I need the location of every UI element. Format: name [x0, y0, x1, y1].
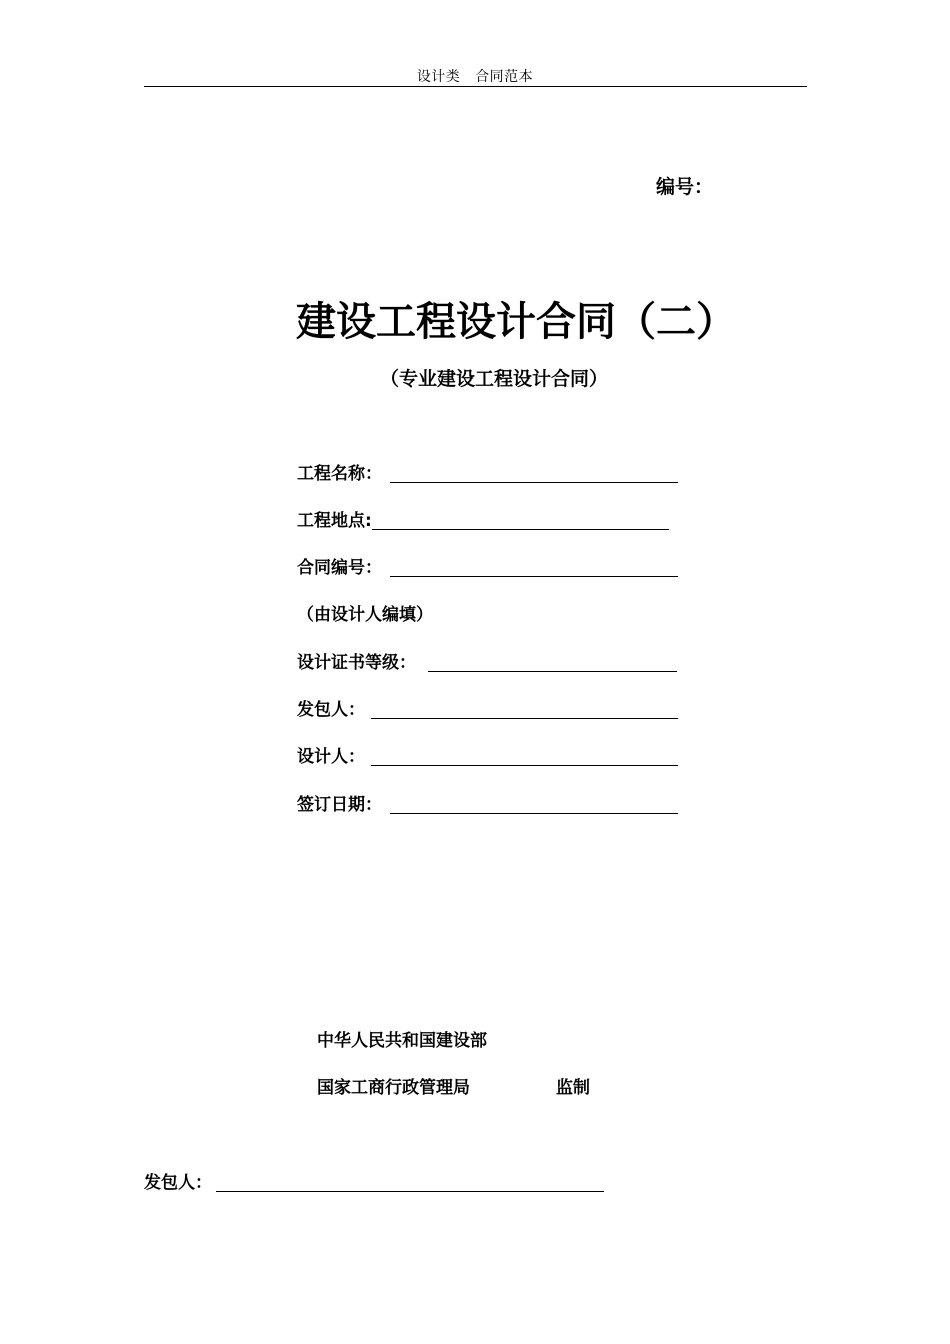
project-location-blank-line[interactable] [372, 529, 669, 530]
designer-blank-line[interactable] [371, 765, 678, 766]
project-name-label: 工程名称： [297, 464, 382, 484]
filled-by-designer-note: （由设计人编填） [297, 605, 433, 625]
certificate-level-field [297, 648, 677, 673]
bottom-client-label: 发包人： [144, 1173, 212, 1193]
designer-label: 设计人： [297, 747, 365, 767]
header-rule [144, 86, 807, 87]
sign-date-label: 签订日期： [297, 795, 382, 815]
certificate-level-label: 设计证书等级： [297, 653, 416, 673]
certificate-level-blank-line[interactable] [428, 671, 677, 672]
project-location-label: 工程地点: [297, 511, 372, 531]
project-location-field [297, 506, 669, 531]
project-name-blank-line[interactable] [390, 482, 678, 483]
client-blank-line[interactable] [371, 718, 678, 719]
document-subtitle: （专业建设工程设计合同） [380, 368, 609, 390]
contract-number-field-label: 合同编号： [297, 558, 382, 578]
page-header-text: 设计类 合同范本 [416, 69, 534, 85]
project-name-field [297, 459, 678, 484]
contract-number-label: 编号： [656, 176, 714, 198]
supervise-label: 监制 [556, 1078, 590, 1098]
authority-administration: 国家工商行政管理局 [317, 1078, 470, 1098]
client-label: 发包人： [297, 700, 365, 720]
sign-date-field [297, 790, 678, 815]
bottom-client-blank-line[interactable] [216, 1191, 604, 1192]
contract-number-blank-line[interactable] [390, 576, 678, 577]
client-field [297, 695, 678, 720]
designer-field [297, 742, 678, 767]
contract-number-field [297, 553, 678, 578]
sign-date-blank-line[interactable] [390, 813, 678, 814]
document-title: 建设工程设计合同（二） [296, 299, 736, 345]
bottom-client-field [144, 1168, 604, 1193]
authority-ministry: 中华人民共和国建设部 [317, 1031, 487, 1051]
